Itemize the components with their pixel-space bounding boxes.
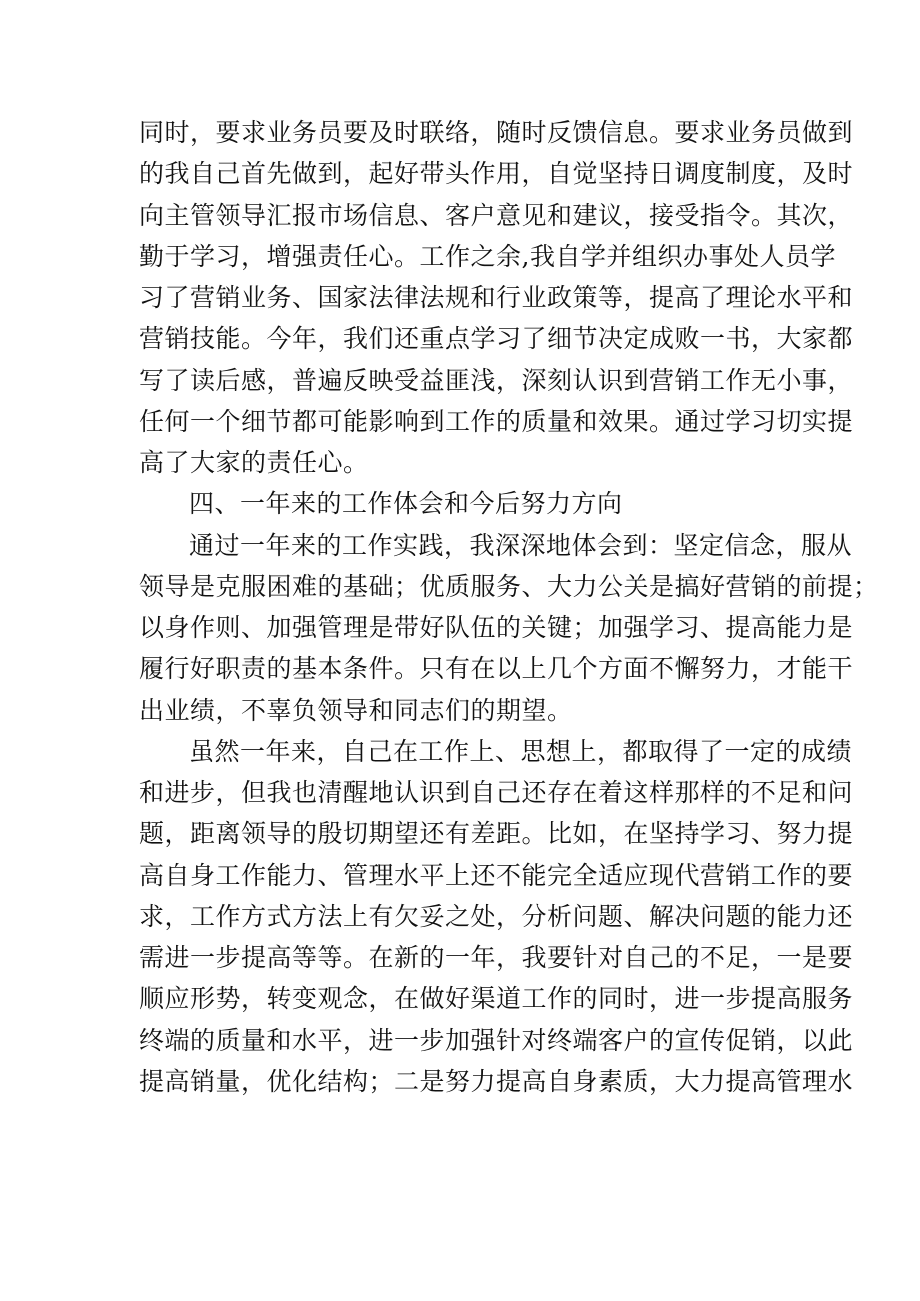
- text-line: 向主管领导汇报市场信息、客户意见和建议，接受指令。其次，: [139, 200, 854, 230]
- text-line: 高自身工作能力、管理水平上还不能完全适应现代营销工作的要: [139, 860, 854, 890]
- text-line: 以身作则、加强管理是带好队伍的关键；加强学习、提高能力是: [139, 613, 854, 642]
- text-line: 领导是克服困难的基础；优质服务、大力公关是搞好营销的前提；: [139, 571, 879, 601]
- text-line: 题，距离领导的殷切期望还有差距。比如，在坚持学习、努力提: [139, 819, 854, 849]
- text-line: 履行好职责的基本条件。只有在以上几个方面不懈努力，才能干: [139, 654, 854, 684]
- text-line: 虽然一年来，自己在工作上、思想上，都取得了一定的成绩: [189, 736, 853, 766]
- text-line: 提高销量，优化结构；二是努力提高自身素质，大力提高管理水: [139, 1066, 854, 1096]
- text-line: 求，工作方式方法上有欠妥之处，分析问题、解决问题的能力还: [139, 901, 854, 931]
- text-line: 写了读后感，普遍反映受益匪浅，深刻认识到营销工作无小事，: [139, 365, 854, 395]
- section-heading-text: 四、一年来的工作体会和今后努力方向: [189, 489, 623, 519]
- section-heading: [139, 483, 787, 524]
- text-line: 需进一步提高等等。在新的一年，我要针对自己的不足，一是要: [139, 943, 854, 972]
- text-line: 的我自己首先做到，起好带头作用，自觉坚持日调度制度，及时: [139, 159, 854, 189]
- text-line: 营销技能。今年，我们还重点学习了细节决定成败一书，大家都: [139, 324, 854, 354]
- text-line: 高了大家的责任心。: [139, 448, 369, 477]
- text-line: 通过一年来的工作实践，我深深地体会到：坚定信念，服从: [189, 530, 853, 560]
- text-line: 任何一个细节都可能影响到工作的质量和效果。通过学习切实提: [139, 406, 854, 436]
- paragraph-experience: [139, 525, 879, 731]
- text-line: 同时，要求业务员要及时联络，随时反馈信息。要求业务员做到: [139, 118, 854, 147]
- text-line: 勤于学习，增强责任心。工作之余,我自学并组织办事处人员学: [139, 241, 836, 271]
- paragraph-responsibility: [139, 112, 854, 483]
- paragraph-shortcomings: [139, 731, 854, 1102]
- text-line: 习了营销业务、国家法律法规和行业政策等，提高了理论水平和: [139, 283, 854, 312]
- text-line: 顺应形势，转变观念，在做好渠道工作的同时，进一步提高服务: [139, 984, 854, 1014]
- text-line: 和进步，但我也清醒地认识到自己还存在着这样那样的不足和问: [139, 778, 854, 807]
- text-line: 出业绩，不辜负领导和同志们的期望。: [139, 695, 573, 725]
- text-line: 终端的质量和水平，进一步加强针对终端客户的宣传促销，以此: [139, 1025, 854, 1055]
- document-body: [139, 112, 879, 1102]
